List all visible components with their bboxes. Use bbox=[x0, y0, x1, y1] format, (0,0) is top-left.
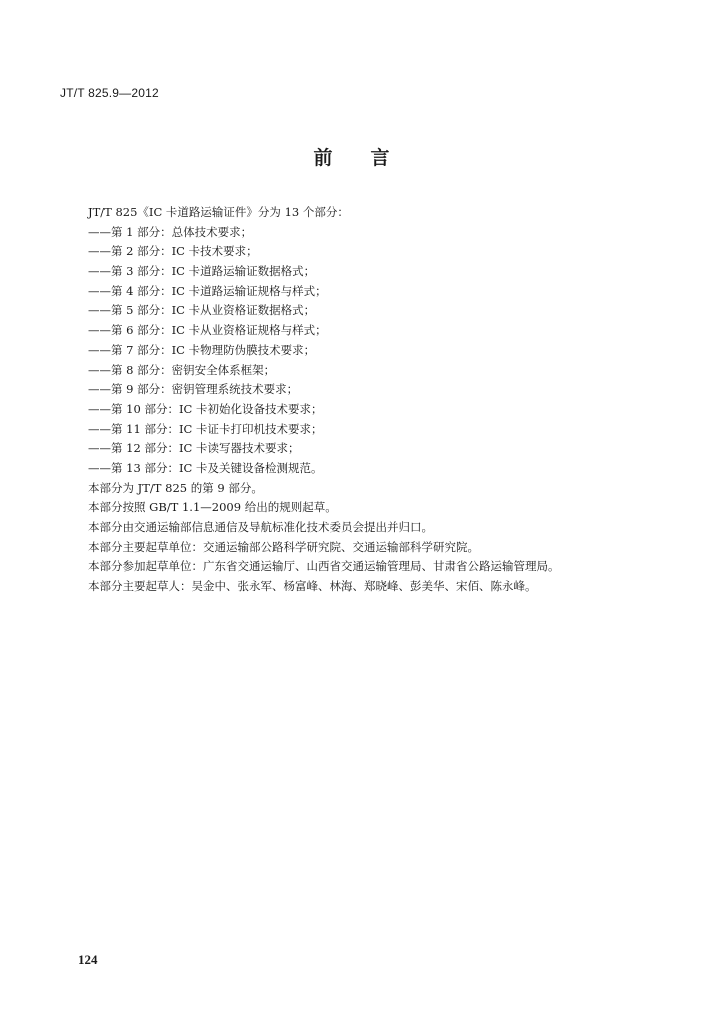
statement-paragraph: 本部分主要起草人：吴金中、张永军、杨富峰、林海、郑晓峰、彭美华、宋佰、陈永峰。 bbox=[88, 579, 537, 594]
document-code: JT/T 825.9—2012 bbox=[60, 86, 159, 100]
list-item: ——第 10 部分：IC 卡初始化设备技术要求； bbox=[88, 401, 323, 416]
statement-paragraph: 本部分按照 GB/T 1.1—2009 给出的规则起草。 bbox=[88, 500, 337, 515]
list-item: ——第 13 部分：IC 卡及关键设备检测规范。 bbox=[88, 460, 323, 475]
foreword-body bbox=[88, 203, 648, 597]
statement-paragraph: 本部分参加起草单位：广东省交通运输厅、山西省交通运输管理局、甘肃省公路运输管理局。 bbox=[88, 559, 560, 574]
statement-paragraph: 本部分为 JT/T 825 的第 9 部分。 bbox=[88, 480, 263, 495]
list-item: ——第 3 部分：IC 卡道路运输证数据格式； bbox=[88, 264, 316, 279]
page-title: 前言 bbox=[313, 147, 428, 169]
list-item: ——第 11 部分：IC 卡证卡打印机技术要求； bbox=[88, 421, 323, 436]
list-item: ——第 7 部分：IC 卡物理防伪膜技术要求； bbox=[88, 342, 316, 357]
list-item: ——第 5 部分：IC 卡从业资格证数据格式； bbox=[88, 303, 316, 318]
statement-paragraph: 本部分主要起草单位：交通运输部公路科学研究院、交通运输部科学研究院。 bbox=[88, 539, 479, 554]
list-item: ——第 1 部分：总体技术要求； bbox=[88, 224, 253, 239]
list-item: ——第 2 部分：IC 卡技术要求； bbox=[88, 244, 258, 259]
list-item: ——第 8 部分：密钥安全体系框架； bbox=[88, 362, 276, 377]
intro-paragraph: JT/T 825《IC 卡道路运输证件》分为 13 个部分： bbox=[88, 205, 349, 219]
page-number: 124 bbox=[78, 952, 98, 967]
list-item: ——第 9 部分：密钥管理系统技术要求； bbox=[88, 382, 299, 397]
list-item: ——第 12 部分：IC 卡读写器技术要求； bbox=[88, 441, 300, 456]
list-item: ——第 6 部分：IC 卡从业资格证规格与样式； bbox=[88, 323, 327, 338]
statement-paragraph: 本部分由交通运输部信息通信及导航标准化技术委员会提出并归口。 bbox=[88, 520, 433, 534]
list-item: ——第 4 部分：IC 卡道路运输证规格与样式； bbox=[88, 283, 327, 298]
